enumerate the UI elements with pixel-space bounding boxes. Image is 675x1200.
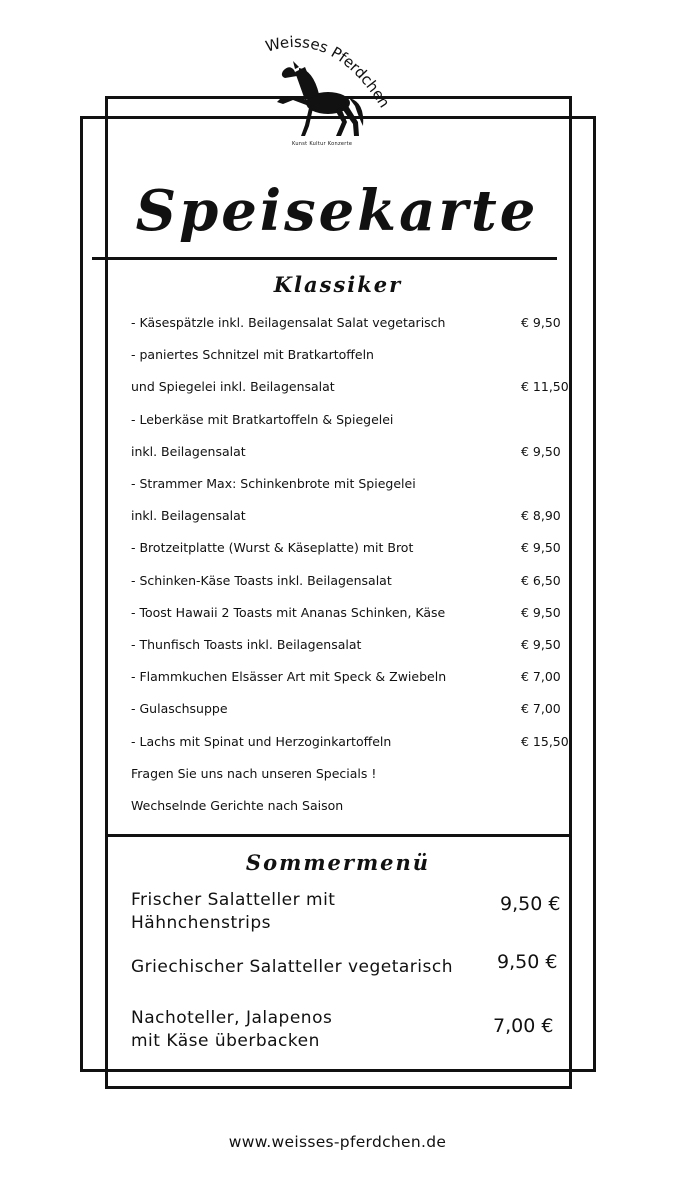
- menu-line: [131, 345, 571, 365]
- sommer-item-price: 9,50 €: [500, 893, 561, 915]
- website-footer[interactable]: www.weisses-pferdchen.de: [228, 1133, 447, 1151]
- menu-line-text: inkl. Beilagensalat: [131, 443, 246, 459]
- menu-line-price: € 9,50: [521, 540, 561, 556]
- page-title: Speisekarte: [135, 178, 539, 244]
- menu-line-price: € 7,00: [521, 701, 561, 717]
- menu-line-text: Fragen Sie uns nach unseren Specials !: [131, 765, 377, 781]
- logo: [255, 30, 395, 145]
- menu-line-price: € 11,50: [521, 379, 569, 395]
- sommer-item-name: Frischer Salatteller mit Hähnchenstrips: [131, 890, 336, 933]
- section-divider: [105, 834, 572, 837]
- menu-line-price: € 9,50: [521, 315, 561, 330]
- klassiker-heading: Klassiker: [273, 272, 403, 297]
- menu-line: [131, 699, 571, 719]
- menu-line: [131, 635, 571, 655]
- menu-line: [131, 377, 571, 397]
- menu-line-text: - Lachs mit Spinat und Herzoginkartoffeln: [131, 733, 392, 749]
- menu-line-text: - Leberkäse mit Bratkartoffeln & Spiegelei: [131, 411, 394, 427]
- logo-brand-text: Weisses Pferdchen: [263, 32, 394, 112]
- menu-line-text: Wechselnde Gerichte nach Saison: [131, 798, 344, 813]
- sommer-item-name: Nachoteller, Jalapenos mit Käse überbacken: [131, 1008, 333, 1051]
- menu-line-price: € 9,50: [521, 604, 561, 620]
- menu-line-text: - Thunfisch Toasts inkl. Beilagensalat: [131, 637, 362, 652]
- menu-line-price: € 7,00: [521, 669, 561, 685]
- sommer-item-price: 9,50 €: [497, 951, 558, 973]
- menu-line: [131, 410, 571, 430]
- sommer-item-price: 7,00 €: [493, 1015, 554, 1037]
- menu-line-price: € 9,50: [521, 443, 561, 459]
- menu-line: [131, 313, 571, 333]
- menu-line-text: - Strammer Max: Schinkenbrote mit Spiegelei: [131, 476, 416, 491]
- menu-line: [131, 538, 571, 558]
- menu-line-text: - Brotzeitplatte (Wurst & Käseplatte) mit Brot: [131, 540, 414, 556]
- menu-line-text: - Toost Hawaii 2 Toasts mit Ananas Schinken, Käse: [131, 604, 446, 620]
- menu-line: [131, 732, 571, 752]
- menu-line-text: - Schinken-Käse Toasts inkl. Beilagensalat: [131, 572, 392, 588]
- menu-line: [131, 603, 571, 623]
- menu-line: [131, 571, 571, 591]
- menu-line-text: - Gulaschsuppe: [131, 701, 228, 717]
- menu-line: [131, 667, 571, 687]
- menu-line-price: € 8,90: [521, 508, 561, 524]
- menu-line-price: € 6,50: [521, 572, 561, 588]
- menu-line: [131, 796, 571, 816]
- menu-line-text: und Spiegelei inkl. Beilagensalat: [131, 379, 335, 395]
- sommer-heading: Sommermenü: [245, 850, 431, 875]
- menu-line-price: € 9,50: [521, 637, 561, 652]
- menu-line: [131, 442, 571, 462]
- menu-line-text: - paniertes Schnitzel mit Bratkartoffeln: [131, 347, 374, 363]
- menu-line: [131, 506, 571, 526]
- menu-line: [131, 474, 571, 494]
- menu-line-price: € 15,50: [521, 733, 569, 749]
- menu-line-text: inkl. Beilagensalat: [131, 508, 246, 524]
- logo-tagline: Kunst Kultur Konzerte: [292, 141, 353, 147]
- sommer-item-name: Griechischer Salatteller vegetarisch: [131, 957, 453, 977]
- menu-line-text: - Flammkuchen Elsässer Art mit Speck & Zwiebeln: [131, 669, 447, 685]
- title-divider: [92, 257, 557, 260]
- horse-icon: [255, 30, 395, 145]
- menu-line: [131, 764, 571, 784]
- menu-line-text: - Käsespätzle inkl. Beilagensalat Salat vegetarisch: [131, 315, 446, 330]
